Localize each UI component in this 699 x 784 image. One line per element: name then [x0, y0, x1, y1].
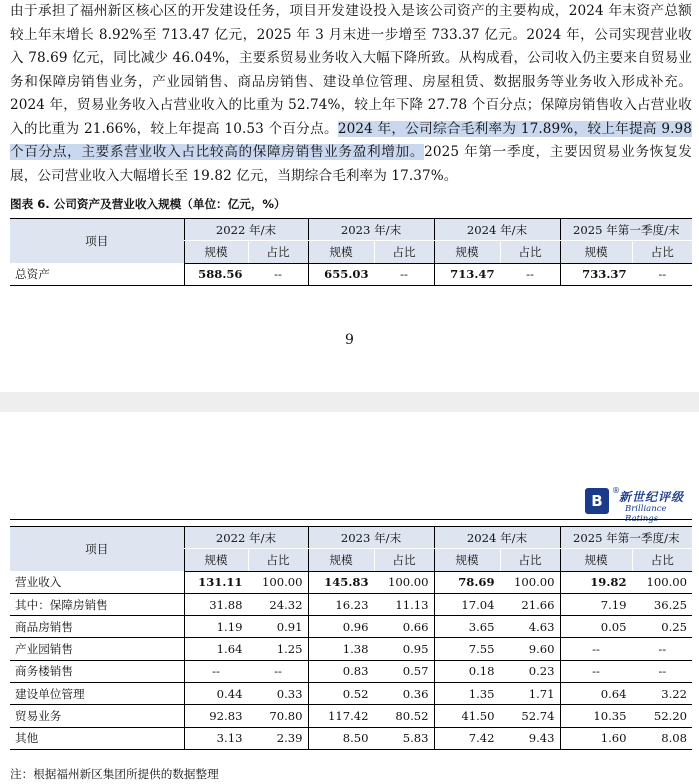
- cell: 52.74: [500, 705, 560, 727]
- cell: 3.65: [434, 616, 500, 638]
- cell: 100.00: [374, 571, 434, 593]
- cell: 0.96: [308, 616, 374, 638]
- cell: 100.00: [500, 571, 560, 593]
- cell: 3.22: [632, 683, 692, 705]
- cell: 1.25: [248, 638, 308, 660]
- header-ratio: 占比: [500, 549, 560, 571]
- cell: --: [632, 263, 692, 285]
- cell: 80.52: [374, 705, 434, 727]
- cell: --: [248, 263, 308, 285]
- header-rule: [10, 519, 692, 520]
- revenue-table: [10, 526, 692, 750]
- cell: 145.83: [308, 571, 374, 593]
- cell: 0.57: [374, 660, 434, 682]
- cell: 0.23: [500, 660, 560, 682]
- cell: 41.50: [434, 705, 500, 727]
- cell: --: [560, 638, 632, 660]
- paragraph-text: 由于承担了福州新区核心区的开发建设任务，项目开发建设投入是该公司资产的主要构成，2024 年末资产总额较上年末增长 8.92%至 713.47 亿元，2025 年 3 月末进一步增至 733.37 亿元。2024 年，公司实现营业收入 78.69 亿元，同比减少 46.04%，主要系贸易业务收入大幅下降所致。从构成看，公司收入仍主要来自贸易业务和保障房销售业务，产业园销售、商品房销售、建设单位管理、房屋租赁、数据服务等业务收入形成补充。2024 年，贸易业务收入占营业收入的比重为 52.74%，较上年下降 27.78 个百分点；保障房销售收入占营业收入的比重为 21.66%，较上年提高 10.53 个百分点。: [10, 3, 692, 137]
- cell: 1.35: [434, 683, 500, 705]
- header-year: 2025 年第一季度/末: [560, 527, 692, 549]
- cell: --: [560, 660, 632, 682]
- cell: 100.00: [632, 571, 692, 593]
- cell: 0.25: [632, 616, 692, 638]
- table-row: [10, 638, 692, 660]
- header-scale: 规模: [308, 241, 374, 263]
- table-row: [10, 593, 692, 615]
- row-item: 建设单位管理: [10, 683, 184, 705]
- paragraph-text-tail: 2025 年第一季度，主要因贸易业务恢复发展，公司营业收入大幅增长至 19.82 亿元，当期综合毛利率为 17.37%。: [10, 144, 692, 184]
- cell: 1.64: [184, 638, 248, 660]
- table-row: [10, 660, 692, 682]
- table-caption: 图表 6. 公司资产及营业收入规模（单位：亿元，%）: [10, 197, 286, 211]
- cell: 31.88: [184, 593, 248, 615]
- cell: 9.60: [500, 638, 560, 660]
- revenue-table-body: [10, 571, 692, 749]
- cell: --: [632, 638, 692, 660]
- body-paragraph: [10, 0, 692, 188]
- cell: --: [374, 263, 434, 285]
- table-row: [10, 571, 692, 593]
- row-item: 商务楼销售: [10, 660, 184, 682]
- cell: 7.42: [434, 727, 500, 749]
- header-scale: 规模: [560, 549, 632, 571]
- cell: 7.55: [434, 638, 500, 660]
- header-year: 2024 年/末: [434, 219, 560, 241]
- header-year: 2022 年/末: [184, 527, 308, 549]
- cell: 21.66: [500, 593, 560, 615]
- cell: 131.11: [184, 571, 248, 593]
- cell: --: [500, 263, 560, 285]
- cell: 0.44: [184, 683, 248, 705]
- row-item: 营业收入: [10, 571, 184, 593]
- cell: 78.69: [434, 571, 500, 593]
- header-ratio: 占比: [632, 241, 692, 263]
- registered-mark: ®: [612, 486, 620, 495]
- table-row: [10, 727, 692, 749]
- header-ratio: 占比: [248, 241, 308, 263]
- cell: 8.50: [308, 727, 374, 749]
- row-item: 其中：保障房销售: [10, 593, 184, 615]
- cell: 92.83: [184, 705, 248, 727]
- cell: 0.05: [560, 616, 632, 638]
- cell: 11.13: [374, 593, 434, 615]
- table-row: [10, 683, 692, 705]
- cell: 0.83: [308, 660, 374, 682]
- source-note: 注：根据福州新区集团所提供的数据整理: [10, 767, 219, 781]
- cell: --: [632, 660, 692, 682]
- header-year: 2023 年/末: [308, 219, 434, 241]
- page-gap: [0, 392, 699, 412]
- logo-name-en: Brilliance Ratings: [625, 504, 667, 524]
- table-row: [10, 616, 692, 638]
- cell: 10.35: [560, 705, 632, 727]
- cell: 1.19: [184, 616, 248, 638]
- cell: 1.60: [560, 727, 632, 749]
- row-item: 产业园销售: [10, 638, 184, 660]
- logo-mark-icon: B: [585, 488, 609, 514]
- cell: 3.13: [184, 727, 248, 749]
- assets-table: [10, 218, 692, 286]
- cell: 0.18: [434, 660, 500, 682]
- cell: 24.32: [248, 593, 308, 615]
- header-ratio: 占比: [248, 549, 308, 571]
- cell: 9.43: [500, 727, 560, 749]
- cell: --: [248, 660, 308, 682]
- table-row: [10, 705, 692, 727]
- cell: 36.25: [632, 593, 692, 615]
- header-item: 项目: [10, 527, 184, 572]
- header-year: 2022 年/末: [184, 219, 308, 241]
- header-year: 2025 年第一季度/末: [560, 219, 692, 241]
- cell: 733.37: [560, 263, 632, 285]
- cell: 2.39: [248, 727, 308, 749]
- cell: 0.64: [560, 683, 632, 705]
- cell: 588.56: [184, 263, 248, 285]
- header-ratio: 占比: [500, 241, 560, 263]
- header-scale: 规模: [184, 549, 248, 571]
- cell: 17.04: [434, 593, 500, 615]
- table-row: [10, 263, 692, 285]
- cell: 100.00: [248, 571, 308, 593]
- cell: 8.08: [632, 727, 692, 749]
- row-item: 其他: [10, 727, 184, 749]
- cell: 52.20: [632, 705, 692, 727]
- cell: 4.63: [500, 616, 560, 638]
- cell: 0.91: [248, 616, 308, 638]
- cell: 655.03: [308, 263, 374, 285]
- header-ratio: 占比: [374, 549, 434, 571]
- cell: 0.52: [308, 683, 374, 705]
- cell: 117.42: [308, 705, 374, 727]
- header-item: 项目: [10, 219, 184, 264]
- cell: 0.36: [374, 683, 434, 705]
- header-year: 2024 年/末: [434, 527, 560, 549]
- cell: --: [184, 660, 248, 682]
- cell: 19.82: [560, 571, 632, 593]
- cell: 0.66: [374, 616, 434, 638]
- header-scale: 规模: [434, 549, 500, 571]
- header-ratio: 占比: [632, 549, 692, 571]
- cell: 0.95: [374, 638, 434, 660]
- row-item: 商品房销售: [10, 616, 184, 638]
- header-scale: 规模: [560, 241, 632, 263]
- row-item: 总资产: [10, 263, 184, 285]
- highlighted-text[interactable]: 2024 年，公司综合毛利率为 17.89%，较上年提高 9.98 个百分点，主要系营业收入占比较高的保障房销售业务盈利增加。: [10, 120, 692, 160]
- cell: 1.38: [308, 638, 374, 660]
- cell: 713.47: [434, 263, 500, 285]
- cell: 7.19: [560, 593, 632, 615]
- cell: 16.23: [308, 593, 374, 615]
- header-ratio: 占比: [374, 241, 434, 263]
- header-scale: 规模: [308, 549, 374, 571]
- header-scale: 规模: [184, 241, 248, 263]
- cell: 70.80: [248, 705, 308, 727]
- header-scale: 规模: [434, 241, 500, 263]
- cell: 5.83: [374, 727, 434, 749]
- logo-name-cn: 新世纪评级: [619, 490, 685, 504]
- cell: 0.33: [248, 683, 308, 705]
- brand-logo: [585, 486, 693, 524]
- cell: 1.71: [500, 683, 560, 705]
- page-number: 9: [345, 332, 354, 348]
- header-year: 2023 年/末: [308, 527, 434, 549]
- row-item: 贸易业务: [10, 705, 184, 727]
